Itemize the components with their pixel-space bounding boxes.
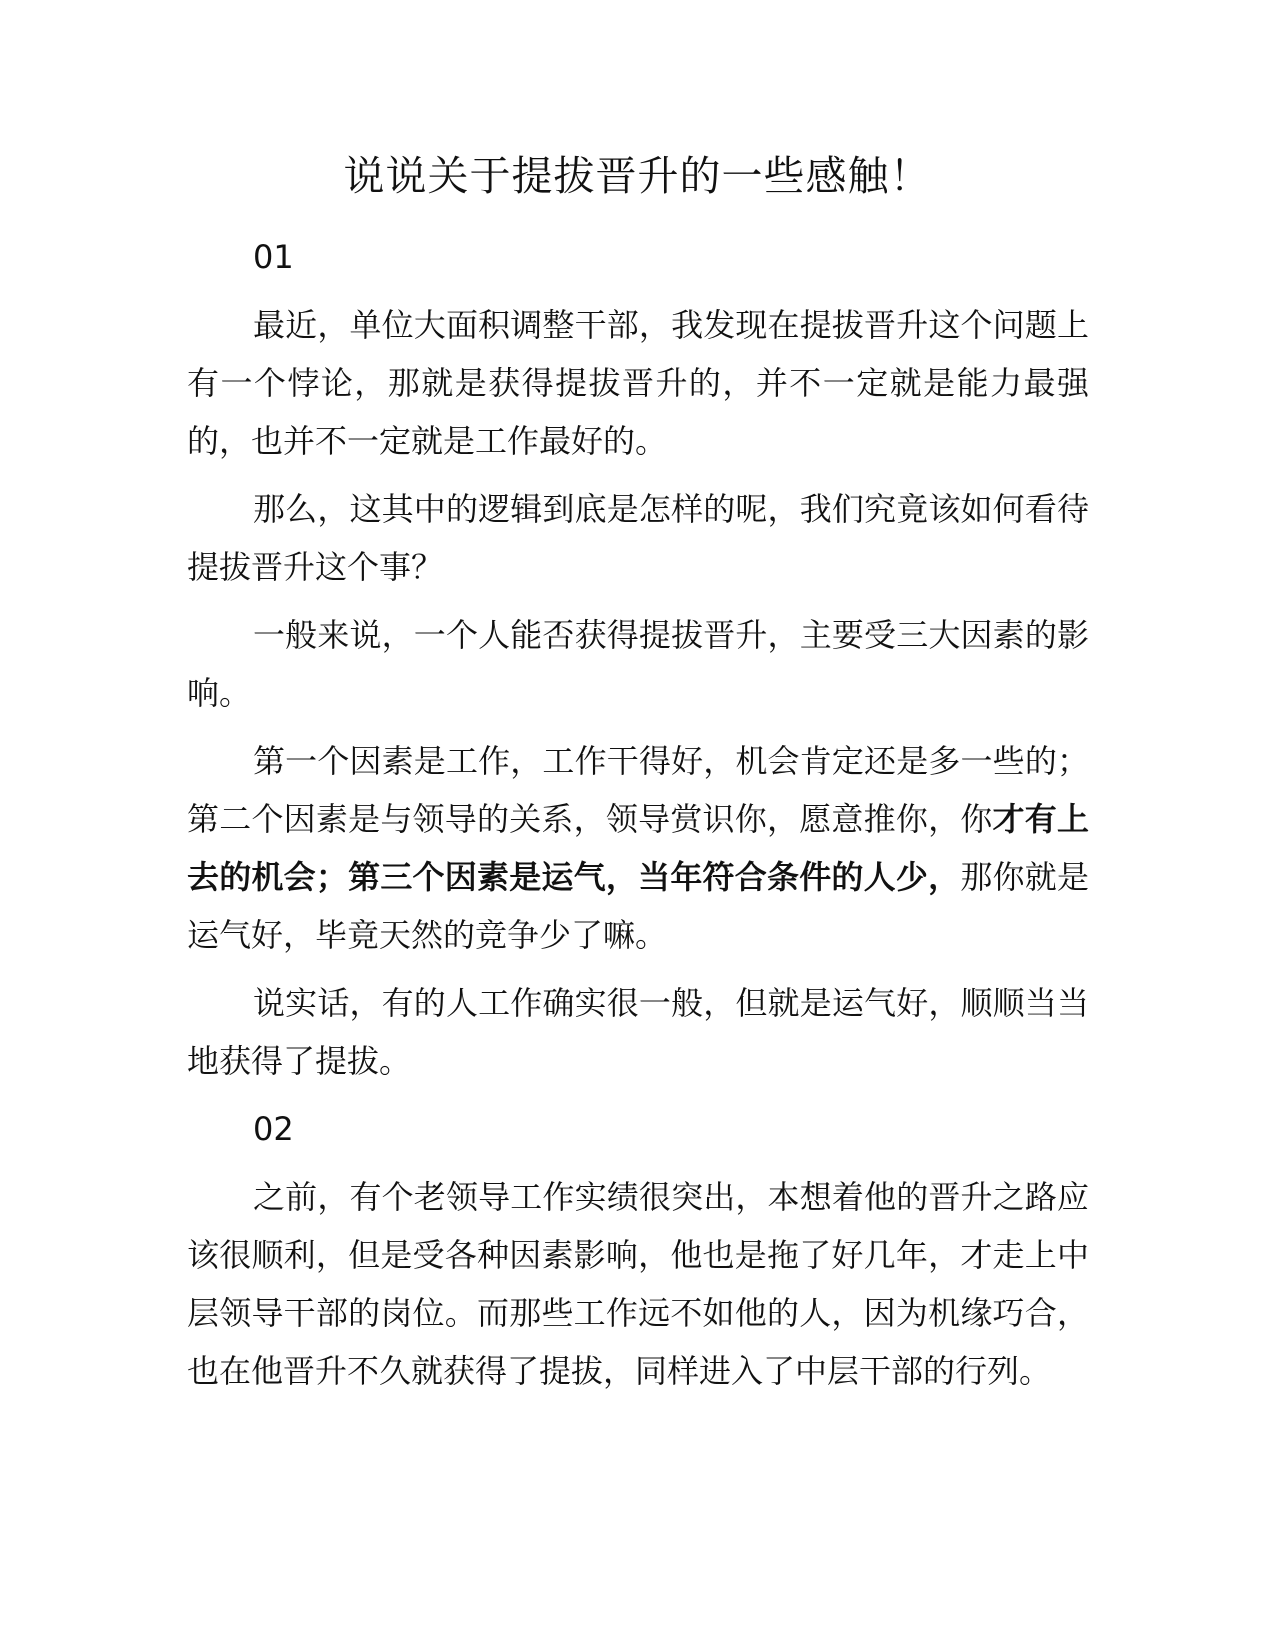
paragraph: 一般来说，一个人能否获得提拔晋升，主要受三大因素的影响。 — [187, 616, 1089, 712]
factors-tail-text: 那你就是运气好，毕竟天然的竞争少了嘛。 — [187, 858, 1089, 954]
document-title: 说说关于提拔晋升的一些感触！ — [343, 152, 932, 200]
section-number-02: 02 — [253, 1110, 294, 1148]
paragraph: 说实话，有的人工作确实很一般，但就是运气好，顺顺当当地获得了提拔。 — [187, 984, 1089, 1080]
factors-bold-text: 才有上去的机会；第三个因素是运气，当年符合条件的人少， — [187, 800, 1089, 896]
paragraph: 最近，单位大面积调整干部，我发现在提拔晋升这个问题上有一个悖论，那就是获得提拔晋升的，并不一定就是能力最强的，也并不一定就是工作最好的。 — [187, 306, 1089, 460]
section-number-01: 01 — [253, 238, 294, 276]
document-body — [187, 228, 1089, 1410]
paragraph: 那么，这其中的逻辑到底是怎样的呢，我们究竟该如何看待提拔晋升这个事？ — [187, 490, 1089, 586]
factors-lead-text: 第一个因素是工作，工作干得好，机会肯定还是多一些的；第二个因素是与领导的关系，领导赏识你，愿意推你，你 — [187, 742, 1089, 838]
paragraph: 之前，有个老领导工作实绩很突出，本想着他的晋升之路应该很顺利，但是受各种因素影响，他也是拖了好几年，才走上中层领导干部的岗位。而那些工作远不如他的人，因为机缘巧合，也在他晋升不久就获得了提拔，同样进入了中层干部的行列。 — [187, 1178, 1089, 1390]
factors-paragraph — [187, 732, 1089, 964]
